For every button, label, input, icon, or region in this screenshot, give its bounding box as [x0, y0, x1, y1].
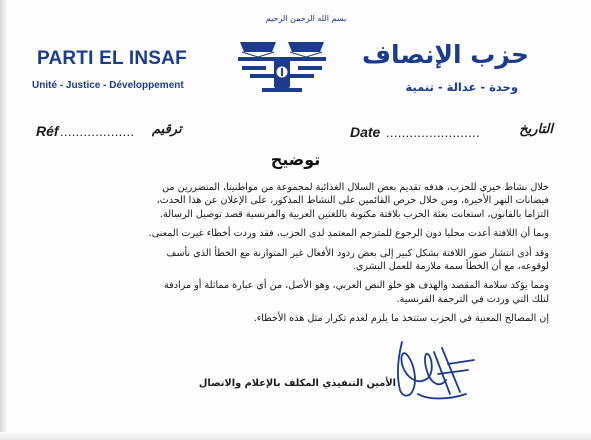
- body-paragraph: [39, 279, 549, 306]
- date-label: Date: [350, 124, 381, 140]
- body-line: وبما أن اللافتة أعدت محليا دون الرجوع للمترجم المعتمد لدى الحزب، فقد وردت أخطاء غيرت المعنى.: [148, 228, 549, 240]
- date-field: ........................: [386, 125, 480, 140]
- body-line: وقد أدى انتشار صور اللافتة بشكل كبير إلى بعض ردود الأفعال غير المتوازنة مع الخطأ الذي نأسف: [166, 247, 549, 259]
- page-edge-shadow: [0, 0, 8, 440]
- body-line: إن المصالح المعنية في الحزب ستتخذ ما يلزم لعدم تكرار مثل هذه الأخطاء.: [253, 313, 549, 325]
- ref-label-ar: ترقيم: [152, 122, 182, 137]
- body-line: ومما يؤكد سلامة المقصد والهدف هو خلو النص العربي، وهو الأصل، من أي عبارة مماثلة أو مرادفة: [164, 280, 549, 292]
- body-line: فيضانات النهر الأخيرة، ومن خلال حرص القائمين على النشاط المذكور، على الإعلان عن هذا الحدث،: [156, 195, 549, 207]
- page-bottom-shadow: [0, 432, 591, 440]
- party-name-ar: حزب الإنصاف: [361, 40, 529, 69]
- body-paragraph: [39, 227, 549, 240]
- body-line: التزاما بالقانون، استعانت بعثة الحزب بلافتة مكتوبة باللغتين العربية والفرنسية قصد توصيل الرسالة.: [159, 208, 549, 220]
- body-line: خلال نشاط خيري للحزب، هدفه تقديم بعض السلال الغذائية لمجموعة من مواطنينا، المتضررين من: [162, 182, 549, 193]
- body-paragraph: [39, 181, 549, 221]
- basmala: بسم الله الرحمن الرحيم: [265, 14, 347, 23]
- body-paragraph: [39, 247, 549, 274]
- body-paragraph: [39, 312, 549, 325]
- handwritten-signature-icon: [388, 334, 484, 404]
- document-body: [39, 181, 549, 332]
- ref-label: Réf: [36, 123, 59, 139]
- party-motto-ar: وحدة - عدالة - تنمية: [405, 80, 518, 94]
- body-line: لوقوعه، مع أن الخطأ سمة ملازمة للعمل البشري.: [352, 261, 549, 273]
- party-motto-fr: Unité - Justice - Développement: [32, 80, 184, 91]
- party-name-fr: PARTI EL INSAF: [37, 48, 187, 69]
- document-title: توضيح: [270, 150, 321, 169]
- signatory-title: الأمين التنفيذي المكلف بالإعلام والاتصال: [198, 378, 396, 389]
- body-line: لتلك التي وردت في الترجمة الفرنسية.: [396, 293, 549, 305]
- date-label-ar: التاريخ: [519, 122, 553, 137]
- balance-scale-icon: [232, 30, 332, 96]
- ref-field: ...................: [60, 124, 135, 139]
